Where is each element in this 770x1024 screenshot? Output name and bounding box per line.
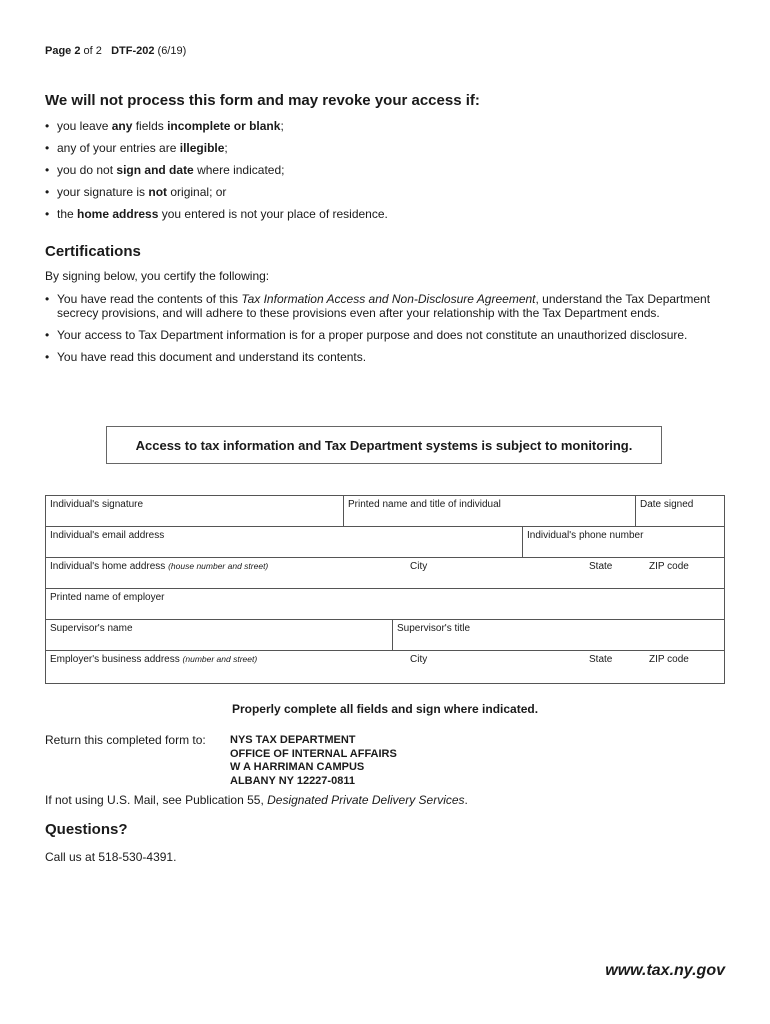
certifications-heading: Certifications [45, 243, 141, 260]
list-item: • You have read the contents of this Tax Information Access and Non-Disclosure Agreement, understand the Tax Department secrecy provisions, and will adhere to these provisions even after your relationship with the Tax Department ends. [45, 292, 729, 320]
return-label: Return this completed form to: [45, 733, 206, 747]
field-label: Individual's home address [50, 561, 166, 572]
home-state-field[interactable] [585, 558, 645, 588]
certifications-intro: By signing below, you certify the following: [45, 269, 270, 283]
page-header [45, 45, 186, 57]
field-label: Printed name and title of individual [348, 499, 501, 510]
revoke-heading: We will not process this form and may revoke your access if: [45, 92, 480, 109]
page-total: of 2 [83, 45, 102, 57]
delivery-note: If not using U.S. Mail, see Publication 55, Designated Private Delivery Services. [45, 793, 468, 807]
list-item: • the home address you entered is not your place of residence. [45, 207, 725, 221]
field-label: Individual's phone number [527, 530, 644, 541]
list-item: • your signature is not original; or [45, 185, 725, 199]
business-address-field[interactable] [46, 651, 406, 683]
monitoring-notice: Access to tax information and Tax Department systems is subject to monitoring. [106, 426, 662, 464]
business-state-field[interactable] [585, 651, 645, 683]
signature-row [46, 496, 724, 527]
supervisor-title-field[interactable] [392, 620, 724, 650]
field-label: Individual's signature [50, 499, 144, 510]
date-signed-field[interactable] [635, 496, 724, 526]
email-field[interactable] [46, 527, 522, 557]
business-city-field[interactable] [406, 651, 586, 683]
field-label: Employer's business address [50, 654, 180, 665]
field-hint: (number and street) [182, 654, 258, 664]
form-revision: (6/19) [157, 45, 187, 57]
address-line: ALBANY NY 12227-0811 [230, 774, 355, 787]
home-city-field[interactable] [406, 558, 586, 588]
home-address-field[interactable] [46, 558, 406, 588]
contact-row [46, 527, 724, 558]
field-hint: (house number and street) [168, 561, 269, 571]
field-label: Supervisor's name [50, 623, 133, 634]
signature-field[interactable] [46, 496, 343, 526]
list-item: • you leave any fields incomplete or blank; [45, 119, 725, 133]
page-number: Page 2 [45, 45, 81, 57]
field-label: State [589, 654, 613, 665]
employer-row [46, 589, 724, 620]
list-item: • you do not sign and date where indicated; [45, 163, 725, 177]
field-label: City [410, 561, 428, 572]
questions-heading: Questions? [45, 821, 128, 838]
address-line: OFFICE OF INTERNAL AFFAIRS [230, 747, 397, 760]
home-zip-field[interactable] [645, 558, 724, 588]
supervisor-name-field[interactable] [46, 620, 392, 650]
field-label: ZIP code [649, 654, 689, 665]
list-item: • any of your entries are illegible; [45, 141, 725, 155]
form-id: DTF-202 [111, 45, 155, 57]
website-link[interactable]: www.tax.ny.gov [605, 962, 725, 979]
employer-field[interactable] [46, 589, 724, 619]
business-zip-field[interactable] [645, 651, 724, 683]
revoke-list [45, 119, 725, 221]
list-item: • Your access to Tax Department information is for a proper purpose and does not constitute an unauthorized disclosure. [45, 328, 729, 342]
supervisor-row [46, 620, 724, 651]
return-address [230, 734, 397, 788]
field-label: Individual's email address [50, 530, 165, 541]
field-label: City [410, 654, 428, 665]
complete-instruction: Properly complete all fields and sign where indicated. [231, 702, 539, 716]
field-label: ZIP code [649, 561, 689, 572]
field-label: Printed name of employer [50, 592, 165, 603]
individual-info-form [45, 495, 725, 684]
field-label: State [589, 561, 613, 572]
list-item: • You have read this document and understand its contents. [45, 350, 729, 364]
certifications-list [45, 292, 729, 364]
business-address-row [46, 651, 724, 683]
phone-contact: Call us at 518-530-4391. [45, 850, 177, 864]
home-address-row[interactable] [46, 558, 724, 589]
phone-field[interactable] [522, 527, 724, 557]
field-label: Date signed [640, 499, 694, 510]
field-label: Supervisor's title [397, 623, 471, 634]
address-line: NYS TAX DEPARTMENT [230, 734, 356, 746]
printed-name-field[interactable] [343, 496, 635, 526]
address-line: W A HARRIMAN CAMPUS [230, 761, 365, 773]
